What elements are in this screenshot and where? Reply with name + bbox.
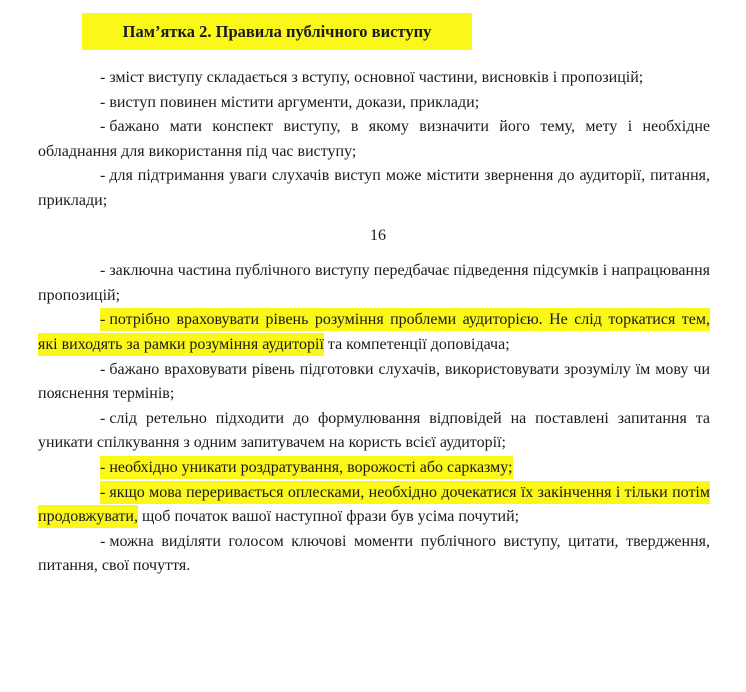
page-number: 16	[370, 226, 386, 244]
list-item	[38, 358, 710, 407]
bullet-marker: -	[100, 262, 106, 280]
highlight-content: необхідно уникати роздратування, ворожості або сарказму;	[109, 458, 513, 476]
list-item	[38, 407, 710, 456]
paragraphs-before	[38, 66, 710, 214]
highlight-content: потрібно враховувати рівень розуміння проблеми аудиторією. Не слід торкатися тем, які виходять за рамки розуміння аудиторії	[38, 311, 710, 353]
highlight-content: якщо мова переривається оплесками, необхідно дочекатися їх закінчення і тільки потім продовжувати,	[38, 483, 710, 526]
title-highlight	[82, 13, 472, 50]
bullet-marker: -	[100, 458, 106, 476]
document-body	[38, 66, 710, 579]
bullet-marker: -	[100, 69, 106, 86]
list-item	[38, 259, 710, 308]
item-text: для підтримання уваги слухачів виступ може містити звернення до аудиторії, питання, приклади;	[38, 167, 710, 209]
bullet-marker: -	[100, 409, 106, 427]
list-item	[38, 91, 710, 116]
list-item	[38, 115, 710, 164]
bullet-marker: -	[100, 311, 106, 329]
list-item	[38, 308, 710, 357]
list-item	[38, 456, 710, 481]
item-text: заключна частина публічного виступу передбачає підведення підсумків і напрацювання пропозицій;	[38, 262, 710, 304]
page-title: Пам’ятка 2. Правила публічного виступу	[122, 21, 432, 41]
bullet-marker: -	[100, 167, 106, 185]
bullet-marker: -	[100, 483, 106, 501]
item-text: щоб початок вашої наступної фрази був усіма почутий;	[137, 508, 520, 526]
list-item	[38, 481, 710, 530]
item-text: та компетенції доповідача;	[323, 335, 510, 353]
highlighted-text	[100, 456, 513, 479]
bullet-marker: -	[100, 93, 106, 111]
list-item	[38, 530, 710, 579]
item-text: бажано враховувати рівень підготовки слухачів, використовувати зрозумілу їм мову чи пояснення термінів;	[38, 360, 710, 403]
item-text: можна виділяти голосом ключові моменти публічного виступу, цитати, твердження, питання, свої почуття.	[38, 532, 710, 575]
bullet-marker: -	[100, 360, 106, 378]
bullet-marker: -	[100, 118, 106, 136]
bullet-marker: -	[100, 532, 106, 550]
paragraphs-after	[38, 259, 710, 579]
item-text: бажано мати конспект виступу, в якому визначити його тему, мету і необхідне обладнання для використання під час виступу;	[38, 118, 710, 160]
item-text: виступ повинен містити аргументи, докази, приклади;	[109, 93, 480, 111]
item-text: слід ретельно підходити до формулювання відповідей на поставлені запитання та уникати спілкування з одним запитувачем на користь всієї аудиторії;	[38, 409, 710, 452]
list-item	[38, 66, 710, 91]
item-text: зміст виступу складається з вступу, основної частини, висновків і пропозицій;	[109, 69, 644, 86]
list-item	[38, 164, 710, 213]
